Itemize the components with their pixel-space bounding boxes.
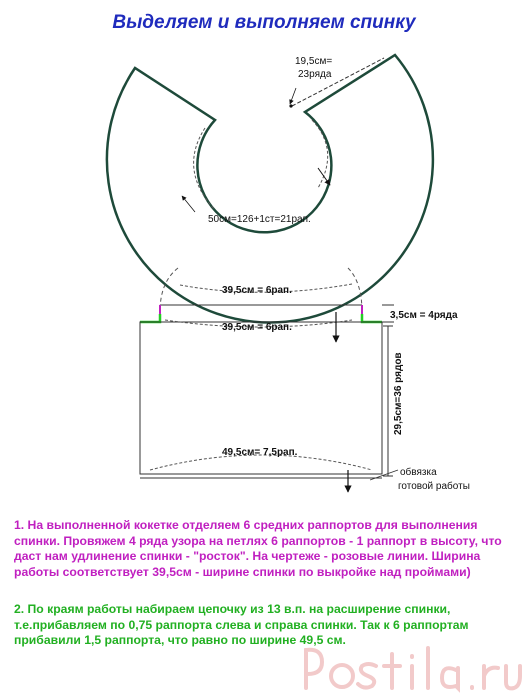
yoke-side-label-arrow [290, 88, 296, 104]
yoke-side-rows-label: 23ряда [298, 69, 332, 80]
extension-right-line [362, 314, 382, 322]
back-top-width-label: 39,5см = 6рап. [222, 322, 292, 333]
edging-label-2: готовой работы [398, 481, 470, 492]
instruction-note-1: 1. На выполненной кокетке отделяем 6 средних раппортов для выполнения спинки. Провяжем 4 ряда узора на петлях 6 раппортов - 1 раппорт в высоту, что даст нам удлинение спинки - "росток". На чертеже - розовые линии. Ширина работы соответствует 39,5см - ширине спинки по выкройке над проймами) [14, 518, 502, 579]
yoke-outline [107, 55, 433, 322]
height-label: 29,5см=36 рядов [393, 352, 404, 435]
page-title: Выделяем и выполняем спинку [112, 12, 416, 33]
edging-pointer [370, 470, 398, 480]
extension-left-line [140, 314, 160, 322]
yoke-side-cm-label: 19,5см= [295, 56, 333, 67]
postila-logo-icon [292, 636, 522, 699]
yoke-side-point [289, 104, 292, 107]
growth-label: 3,5см = 4ряда [390, 310, 458, 321]
edging-label-1: обвязка [400, 467, 437, 478]
yoke-back-width-label: 39,5см = 6рап. [222, 285, 292, 296]
yoke-inner-label: 50см=126+1ст=21рап. [208, 214, 311, 225]
yoke-inner-arrow [318, 168, 330, 185]
bottom-width-label: 49,5см= 7,5рап. [222, 447, 298, 458]
instruction-note-2: 2. По краям работы набираем цепочку из 13 в.п. на расширение спинки, т.е.прибавляем по 0,75 раппорта слева и справа спинки. Так к 6 раппортам прибавили 1,5 раппорта, что равно по ширине 49,5 см. [14, 602, 469, 647]
yoke-inner-label-arrow [182, 196, 195, 212]
